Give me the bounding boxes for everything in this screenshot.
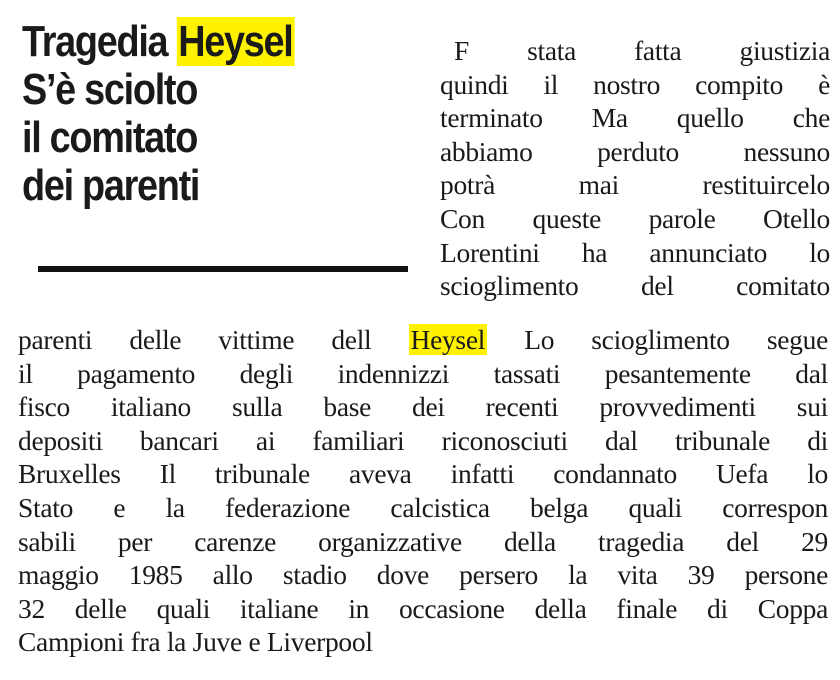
body-line: parenti delle vittime dell Heysel Lo scioglimento segue xyxy=(18,324,828,355)
column-line: abbiamo perduto nessuno xyxy=(440,135,830,167)
body-line: Bruxelles Il tribunale aveva infatti condannato Uefa lo xyxy=(18,458,828,490)
body-line: il pagamento degli indennizzi tassati pesantemente dal xyxy=(18,357,828,389)
headline-line-2: S’è sciolto xyxy=(22,65,198,114)
body-line: Stato e la federazione calcistica belga quali correspon xyxy=(18,491,828,523)
column-line: quindi il nostro compito è xyxy=(440,68,830,100)
highlighted-keyword: Heysel xyxy=(410,324,486,355)
column-line: terminato Ma quello che xyxy=(440,102,830,134)
headline-line-4: dei parenti xyxy=(22,161,200,210)
body-line: maggio 1985 allo stadio dove persero la vita 39 persone xyxy=(18,559,828,591)
highlighted-keyword: Heysel xyxy=(178,17,293,66)
article-column xyxy=(440,34,830,303)
headline-rule xyxy=(38,266,408,272)
article-body xyxy=(18,323,828,659)
headline-line-1: Tragedia Heysel xyxy=(22,17,293,66)
column-line: Lorentini ha annunciato lo xyxy=(440,236,830,268)
body-line: sabili per carenze organizzative della tragedia del 29 xyxy=(18,525,828,557)
column-line: Con queste parole Otello xyxy=(440,202,830,234)
body-line: Campioni fra la Juve e Liverpool xyxy=(18,626,373,658)
column-line: F stata fatta giustizia xyxy=(454,35,830,66)
headline-line-3: il comitato xyxy=(22,113,198,162)
body-line: depositi bancari ai familiari riconosciuti dal tribunale di xyxy=(18,424,828,456)
column-line: potrà mai restituircelo xyxy=(440,169,830,201)
body-line: fisco italiano sulla base dei recenti provvedimenti sui xyxy=(18,391,828,423)
body-line: 32 delle quali italiane in occasione della finale di Coppa xyxy=(18,592,828,624)
headline xyxy=(22,18,366,210)
column-line: scioglimento del comitato xyxy=(440,270,830,302)
